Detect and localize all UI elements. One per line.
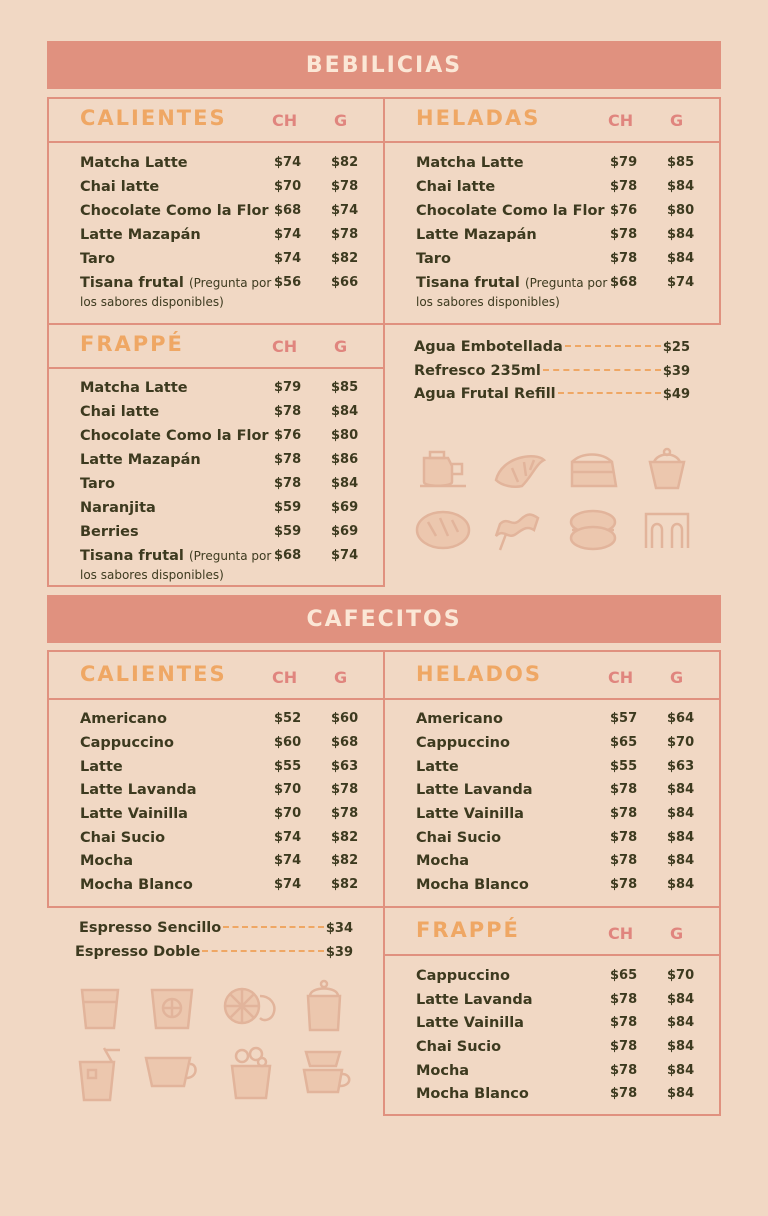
- menu-row: [80, 759, 360, 783]
- section-header: [49, 99, 383, 143]
- item-name: Refresco 235ml: [414, 363, 541, 379]
- menu-row: [80, 782, 360, 806]
- item-name: Agua Frutal Refill: [414, 386, 556, 402]
- price-g: $66: [331, 275, 359, 290]
- menu-row: [80, 711, 360, 735]
- menu-row: [80, 251, 360, 275]
- g-header: G: [334, 111, 348, 130]
- item-price: $34: [325, 921, 353, 936]
- dessert-cup-icon: [644, 446, 690, 492]
- price-g: $74: [667, 275, 695, 290]
- orange-slice-icon: [220, 986, 280, 1026]
- item-name: Mocha: [80, 853, 134, 869]
- price-g: $78: [331, 179, 359, 194]
- section-header: [49, 652, 383, 700]
- item-name: Mocha Blanco: [416, 877, 529, 893]
- item-name: Americano: [416, 711, 503, 727]
- price-g: $84: [331, 476, 359, 491]
- price-g: $70: [667, 968, 695, 983]
- item-name: Latte Mazapán: [80, 452, 201, 468]
- item-name: Cappuccino: [416, 968, 510, 984]
- item-name: Chai latte: [80, 179, 160, 195]
- price-g: $63: [667, 759, 695, 774]
- menu-row: [416, 830, 696, 854]
- menu-row: [80, 380, 360, 404]
- menu-row: [416, 1063, 696, 1087]
- item-note-line2: los sabores disponibles): [80, 295, 224, 309]
- ch-header: CH: [608, 924, 634, 943]
- menu-row: [416, 1015, 696, 1039]
- price-ch: $59: [274, 524, 302, 539]
- price-ch: $78: [610, 1039, 638, 1054]
- cafecitos-calientes-section: [47, 650, 385, 908]
- item-name: Taro: [80, 476, 115, 492]
- price-g: $84: [667, 251, 695, 266]
- bread-loaf-icon: [414, 508, 472, 552]
- cafecitos-helados-section: [383, 650, 721, 908]
- section-header: [385, 652, 719, 700]
- price-g: $69: [331, 524, 359, 539]
- section-header: [385, 99, 719, 143]
- price-g: $60: [331, 711, 359, 726]
- item-name: Chai Sucio: [416, 1039, 502, 1055]
- pastry-box-icon: [642, 508, 692, 550]
- menu-row: [80, 500, 360, 524]
- price-g: $82: [331, 155, 359, 170]
- item-name: Taro: [80, 251, 115, 267]
- item-name: Cappuccino: [416, 735, 510, 751]
- tea-cup-icon: [144, 1052, 200, 1092]
- price-ch: $70: [274, 179, 302, 194]
- price-g: $84: [667, 877, 695, 892]
- price-ch: $74: [274, 251, 302, 266]
- item-name: Latte Vainilla: [416, 1015, 524, 1031]
- bebidas-heladas-section: [383, 97, 721, 325]
- item-name: Chocolate Como la Flor: [416, 203, 605, 219]
- item-note-line2: los sabores disponibles): [80, 568, 224, 582]
- croissant-icon: [492, 446, 548, 492]
- menu-row: [80, 203, 360, 227]
- menu-row: [416, 711, 696, 735]
- item-name: Chai Sucio: [80, 830, 166, 846]
- section-title: FRAPPÉ: [416, 918, 520, 942]
- menu-row: [80, 227, 360, 251]
- item-name: Chai latte: [416, 179, 496, 195]
- price-g: $84: [667, 1015, 695, 1030]
- item-price: $39: [325, 945, 353, 960]
- price-ch: $76: [610, 203, 638, 218]
- price-ch: $70: [274, 782, 302, 797]
- price-ch: $78: [610, 877, 638, 892]
- iced-drink-icon: [76, 1046, 124, 1102]
- price-ch: $59: [274, 500, 302, 515]
- price-ch: $52: [274, 711, 302, 726]
- macaron-icon: [568, 508, 618, 552]
- menu-row: [80, 735, 360, 759]
- price-g: $69: [331, 500, 359, 515]
- section-header: [49, 325, 383, 369]
- price-ch: $78: [274, 404, 302, 419]
- price-ch: $57: [610, 711, 638, 726]
- price-ch: $78: [610, 1063, 638, 1078]
- price-g: $78: [331, 227, 359, 242]
- item-name: Latte Vainilla: [80, 806, 188, 822]
- menu-row: [416, 759, 696, 783]
- price-g: $84: [667, 1063, 695, 1078]
- price-ch: $70: [274, 806, 302, 821]
- whipped-drink-icon: [304, 978, 344, 1034]
- price-g: $82: [331, 251, 359, 266]
- menu-row: [416, 1086, 696, 1110]
- item-name: Tisana frutal (Pregunta por: [416, 275, 608, 291]
- item-name: Tisana frutal (Pregunta por: [80, 275, 272, 291]
- menu-row: [80, 428, 360, 452]
- price-g: $68: [331, 735, 359, 750]
- item-price: $25: [662, 340, 690, 355]
- price-ch: $56: [274, 275, 302, 290]
- item-name: Latte Mazapán: [416, 227, 537, 243]
- menu-row: [80, 275, 360, 315]
- item-name: Chocolate Como la Flor: [80, 203, 269, 219]
- price-ch: $55: [610, 759, 638, 774]
- item-name: Latte: [416, 759, 459, 775]
- price-g: $86: [331, 452, 359, 467]
- dotted-item: [79, 920, 353, 940]
- item-name: Espresso Sencillo: [79, 920, 222, 936]
- menu-row: [416, 877, 696, 901]
- item-name: Espresso Doble: [75, 944, 201, 960]
- price-g: $63: [331, 759, 359, 774]
- price-ch: $55: [274, 759, 302, 774]
- item-price: $49: [662, 387, 690, 402]
- price-ch: $78: [610, 1086, 638, 1101]
- menu-row: [416, 853, 696, 877]
- price-g: $84: [331, 404, 359, 419]
- menu-row: [416, 203, 696, 227]
- bebidas-calientes-section: [47, 97, 385, 325]
- ch-header: CH: [272, 111, 298, 130]
- item-name: Tisana frutal (Pregunta por: [80, 548, 272, 564]
- menu-row: [416, 155, 696, 179]
- g-header: G: [670, 111, 684, 130]
- price-g: $84: [667, 853, 695, 868]
- section-title: CALIENTES: [80, 662, 227, 686]
- item-name: Berries: [80, 524, 139, 540]
- item-name: Chai latte: [80, 404, 160, 420]
- menu-row: [416, 782, 696, 806]
- price-g: $80: [667, 203, 695, 218]
- price-g: $64: [667, 711, 695, 726]
- item-name: Chai Sucio: [416, 830, 502, 846]
- price-ch: $79: [610, 155, 638, 170]
- item-name: Cappuccino: [80, 735, 174, 751]
- price-ch: $78: [610, 179, 638, 194]
- price-ch: $79: [274, 380, 302, 395]
- item-name: Matcha Latte: [80, 380, 188, 396]
- price-g: $84: [667, 227, 695, 242]
- price-ch: $78: [610, 227, 638, 242]
- bebidas-frappe-section: [47, 323, 385, 587]
- item-name: Latte: [80, 759, 123, 775]
- lemon-glass-icon: [148, 984, 196, 1032]
- item-note-line2: los sabores disponibles): [416, 295, 560, 309]
- price-g: $85: [667, 155, 695, 170]
- menu-row: [80, 524, 360, 548]
- menu-row: [416, 992, 696, 1016]
- menu-row: [80, 830, 360, 854]
- g-header: G: [334, 337, 348, 356]
- menu-row: [416, 227, 696, 251]
- menu-row: [80, 806, 360, 830]
- section-title: HELADAS: [416, 106, 541, 130]
- menu-row: [80, 404, 360, 428]
- price-ch: $78: [610, 853, 638, 868]
- price-g: $78: [331, 782, 359, 797]
- price-g: $84: [667, 1039, 695, 1054]
- price-ch: $74: [274, 853, 302, 868]
- menu-row: [80, 877, 360, 901]
- menu-row: [80, 452, 360, 476]
- ch-header: CH: [272, 337, 298, 356]
- item-note: (Pregunta por: [524, 276, 608, 290]
- g-header: G: [670, 668, 684, 687]
- price-g: $84: [667, 806, 695, 821]
- item-note: (Pregunta por: [188, 276, 272, 290]
- price-g: $74: [331, 548, 359, 563]
- price-ch: $74: [274, 155, 302, 170]
- menu-row: [416, 275, 696, 315]
- section-title: CALIENTES: [80, 106, 227, 130]
- glass-icon: [78, 984, 122, 1032]
- stacked-cups-icon: [300, 1046, 356, 1098]
- ch-header: CH: [608, 668, 634, 687]
- menu-row: [80, 155, 360, 179]
- item-name: Americano: [80, 711, 167, 727]
- price-g: $84: [667, 992, 695, 1007]
- item-name: Mocha Blanco: [80, 877, 193, 893]
- price-ch: $78: [610, 1015, 638, 1030]
- fruit-cup-icon: [228, 1044, 274, 1100]
- item-price: $39: [662, 364, 690, 379]
- dotted-item: [414, 339, 690, 359]
- menu-row: [416, 968, 696, 992]
- price-g: $70: [667, 735, 695, 750]
- item-name: Latte Lavanda: [80, 782, 197, 798]
- item-name: Mocha: [416, 1063, 470, 1079]
- price-ch: $74: [274, 227, 302, 242]
- price-ch: $78: [610, 992, 638, 1007]
- bebidas-banner: BEBILICIAS: [47, 41, 721, 89]
- item-name: Naranjita: [80, 500, 156, 516]
- price-ch: $65: [610, 735, 638, 750]
- price-ch: $78: [610, 782, 638, 797]
- item-name: Latte Vainilla: [416, 806, 524, 822]
- price-g: $74: [331, 203, 359, 218]
- price-ch: $68: [274, 548, 302, 563]
- section-header: [385, 908, 719, 956]
- price-ch: $74: [274, 830, 302, 845]
- price-g: $78: [331, 806, 359, 821]
- dotted-item: [75, 944, 353, 964]
- price-g: $84: [667, 782, 695, 797]
- item-name: Chocolate Como la Flor: [80, 428, 269, 444]
- dotted-item: [414, 363, 690, 383]
- price-g: $84: [667, 179, 695, 194]
- price-ch: $65: [610, 968, 638, 983]
- ch-header: CH: [608, 111, 634, 130]
- item-name: Latte Lavanda: [416, 992, 533, 1008]
- price-ch: $78: [274, 452, 302, 467]
- item-name: Latte Mazapán: [80, 227, 201, 243]
- price-ch: $68: [610, 275, 638, 290]
- menu-row: [80, 179, 360, 203]
- item-name: Mocha Blanco: [416, 1086, 529, 1102]
- item-note: (Pregunta por: [188, 549, 272, 563]
- price-g: $84: [667, 830, 695, 845]
- cafecitos-banner: CAFECITOS: [47, 595, 721, 643]
- item-name: Latte Lavanda: [416, 782, 533, 798]
- price-ch: $78: [610, 806, 638, 821]
- bacon-icon: [494, 504, 544, 554]
- menu-row: [416, 735, 696, 759]
- price-ch: $76: [274, 428, 302, 443]
- price-ch: $60: [274, 735, 302, 750]
- menu-row: [416, 251, 696, 275]
- menu-row: [416, 806, 696, 830]
- menu-row: [416, 1039, 696, 1063]
- menu-row: [416, 179, 696, 203]
- price-ch: $68: [274, 203, 302, 218]
- item-name: Taro: [416, 251, 451, 267]
- price-g: $82: [331, 877, 359, 892]
- dotted-item: [414, 386, 690, 406]
- price-g: $85: [331, 380, 359, 395]
- menu-row: [80, 853, 360, 877]
- price-ch: $74: [274, 877, 302, 892]
- price-ch: $78: [610, 830, 638, 845]
- item-name: Mocha: [416, 853, 470, 869]
- price-g: $80: [331, 428, 359, 443]
- g-header: G: [670, 924, 684, 943]
- price-g: $84: [667, 1086, 695, 1101]
- item-name: Matcha Latte: [416, 155, 524, 171]
- menu-row: [80, 548, 360, 588]
- menu-row: [80, 476, 360, 500]
- price-ch: $78: [610, 251, 638, 266]
- price-g: $82: [331, 830, 359, 845]
- section-title: HELADOS: [416, 662, 542, 686]
- price-g: $82: [331, 853, 359, 868]
- cafecitos-frappe-section: [383, 906, 721, 1116]
- g-header: G: [334, 668, 348, 687]
- section-title: FRAPPÉ: [80, 332, 184, 356]
- price-ch: $78: [274, 476, 302, 491]
- item-name: Agua Embotellada: [414, 339, 563, 355]
- cake-slice-icon: [568, 448, 620, 490]
- item-name: Matcha Latte: [80, 155, 188, 171]
- coffee-pot-icon: [416, 446, 470, 492]
- ch-header: CH: [272, 668, 298, 687]
